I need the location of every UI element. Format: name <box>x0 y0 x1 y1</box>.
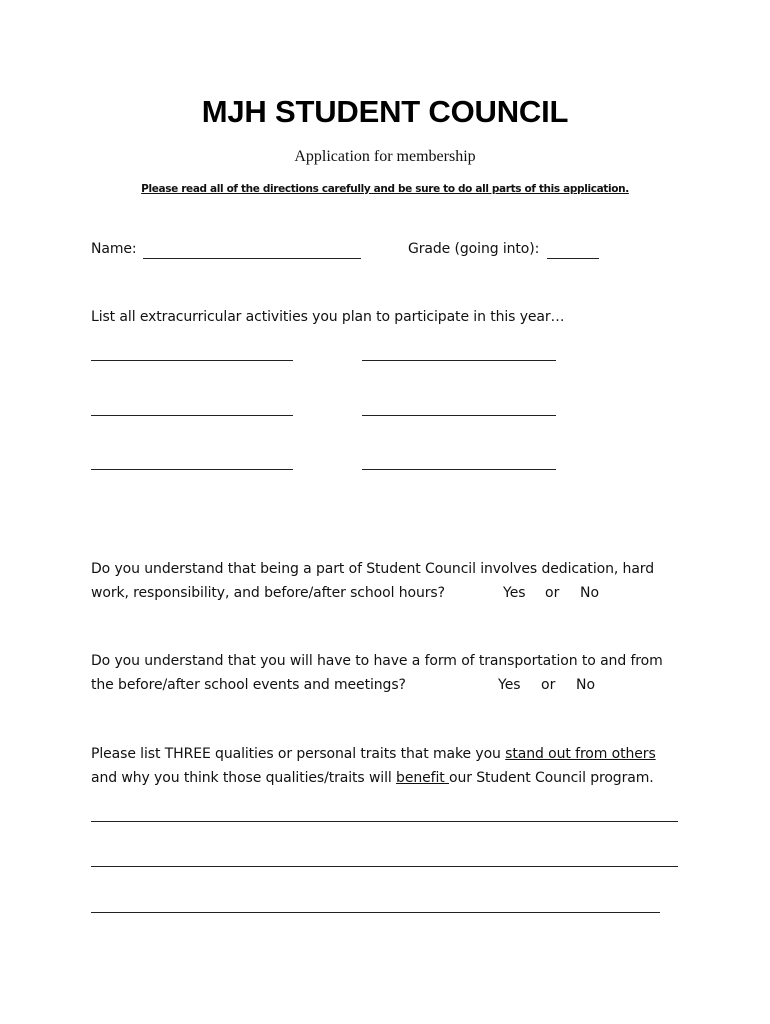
qualities-question-line-2-start: and why you think those qualities/traits will <box>91 770 397 786</box>
transportation-or-text: or <box>541 677 556 693</box>
activities-prompt: List all extracurricular activities you plan to participate in this year… <box>91 309 565 325</box>
activity-field-4[interactable] <box>362 415 556 416</box>
dedication-question-line-2: work, responsibility, and before/after school hours? <box>91 585 445 601</box>
transportation-yes-option[interactable]: Yes <box>498 677 521 693</box>
grade-label: Grade (going into): <box>408 241 540 257</box>
grade-field[interactable] <box>547 258 599 259</box>
stand-out-emphasis: stand out from others <box>505 746 656 762</box>
qualities-answer-line-3[interactable] <box>91 912 660 913</box>
activity-field-1[interactable] <box>91 360 293 361</box>
transportation-question-line-2: the before/after school events and meetings? <box>91 677 406 693</box>
dedication-or-text: or <box>545 585 560 601</box>
qualities-answer-line-1[interactable] <box>91 821 678 822</box>
qualities-question-line-1-start: Please list THREE qualities or personal traits that make you <box>91 746 506 762</box>
activity-field-3[interactable] <box>91 415 293 416</box>
transportation-no-option[interactable]: No <box>576 677 596 693</box>
qualities-question-line-2 <box>91 770 654 786</box>
activity-field-5[interactable] <box>91 469 293 470</box>
page-subtitle: Application for membership <box>294 148 476 165</box>
transportation-question-line-1: Do you understand that you will have to have a form of transportation to and from <box>91 653 663 669</box>
dedication-no-option[interactable]: No <box>580 585 600 601</box>
qualities-question-line-1 <box>91 746 656 762</box>
dedication-yes-option[interactable]: Yes <box>503 585 526 601</box>
activity-field-6[interactable] <box>362 469 556 470</box>
page-title: MJH STUDENT COUNCIL <box>201 94 569 129</box>
activity-field-2[interactable] <box>362 360 556 361</box>
benefit-emphasis: benefit <box>396 770 449 786</box>
directions-note: Please read all of the directions carefully and be sure to do all parts of this application. <box>141 183 629 195</box>
dedication-question-line-1: Do you understand that being a part of Student Council involves dedication, hard <box>91 561 654 577</box>
name-field[interactable] <box>143 258 361 259</box>
qualities-question-line-2-end: our Student Council program. <box>448 770 654 786</box>
name-label: Name: <box>91 241 137 257</box>
qualities-answer-line-2[interactable] <box>91 866 678 867</box>
